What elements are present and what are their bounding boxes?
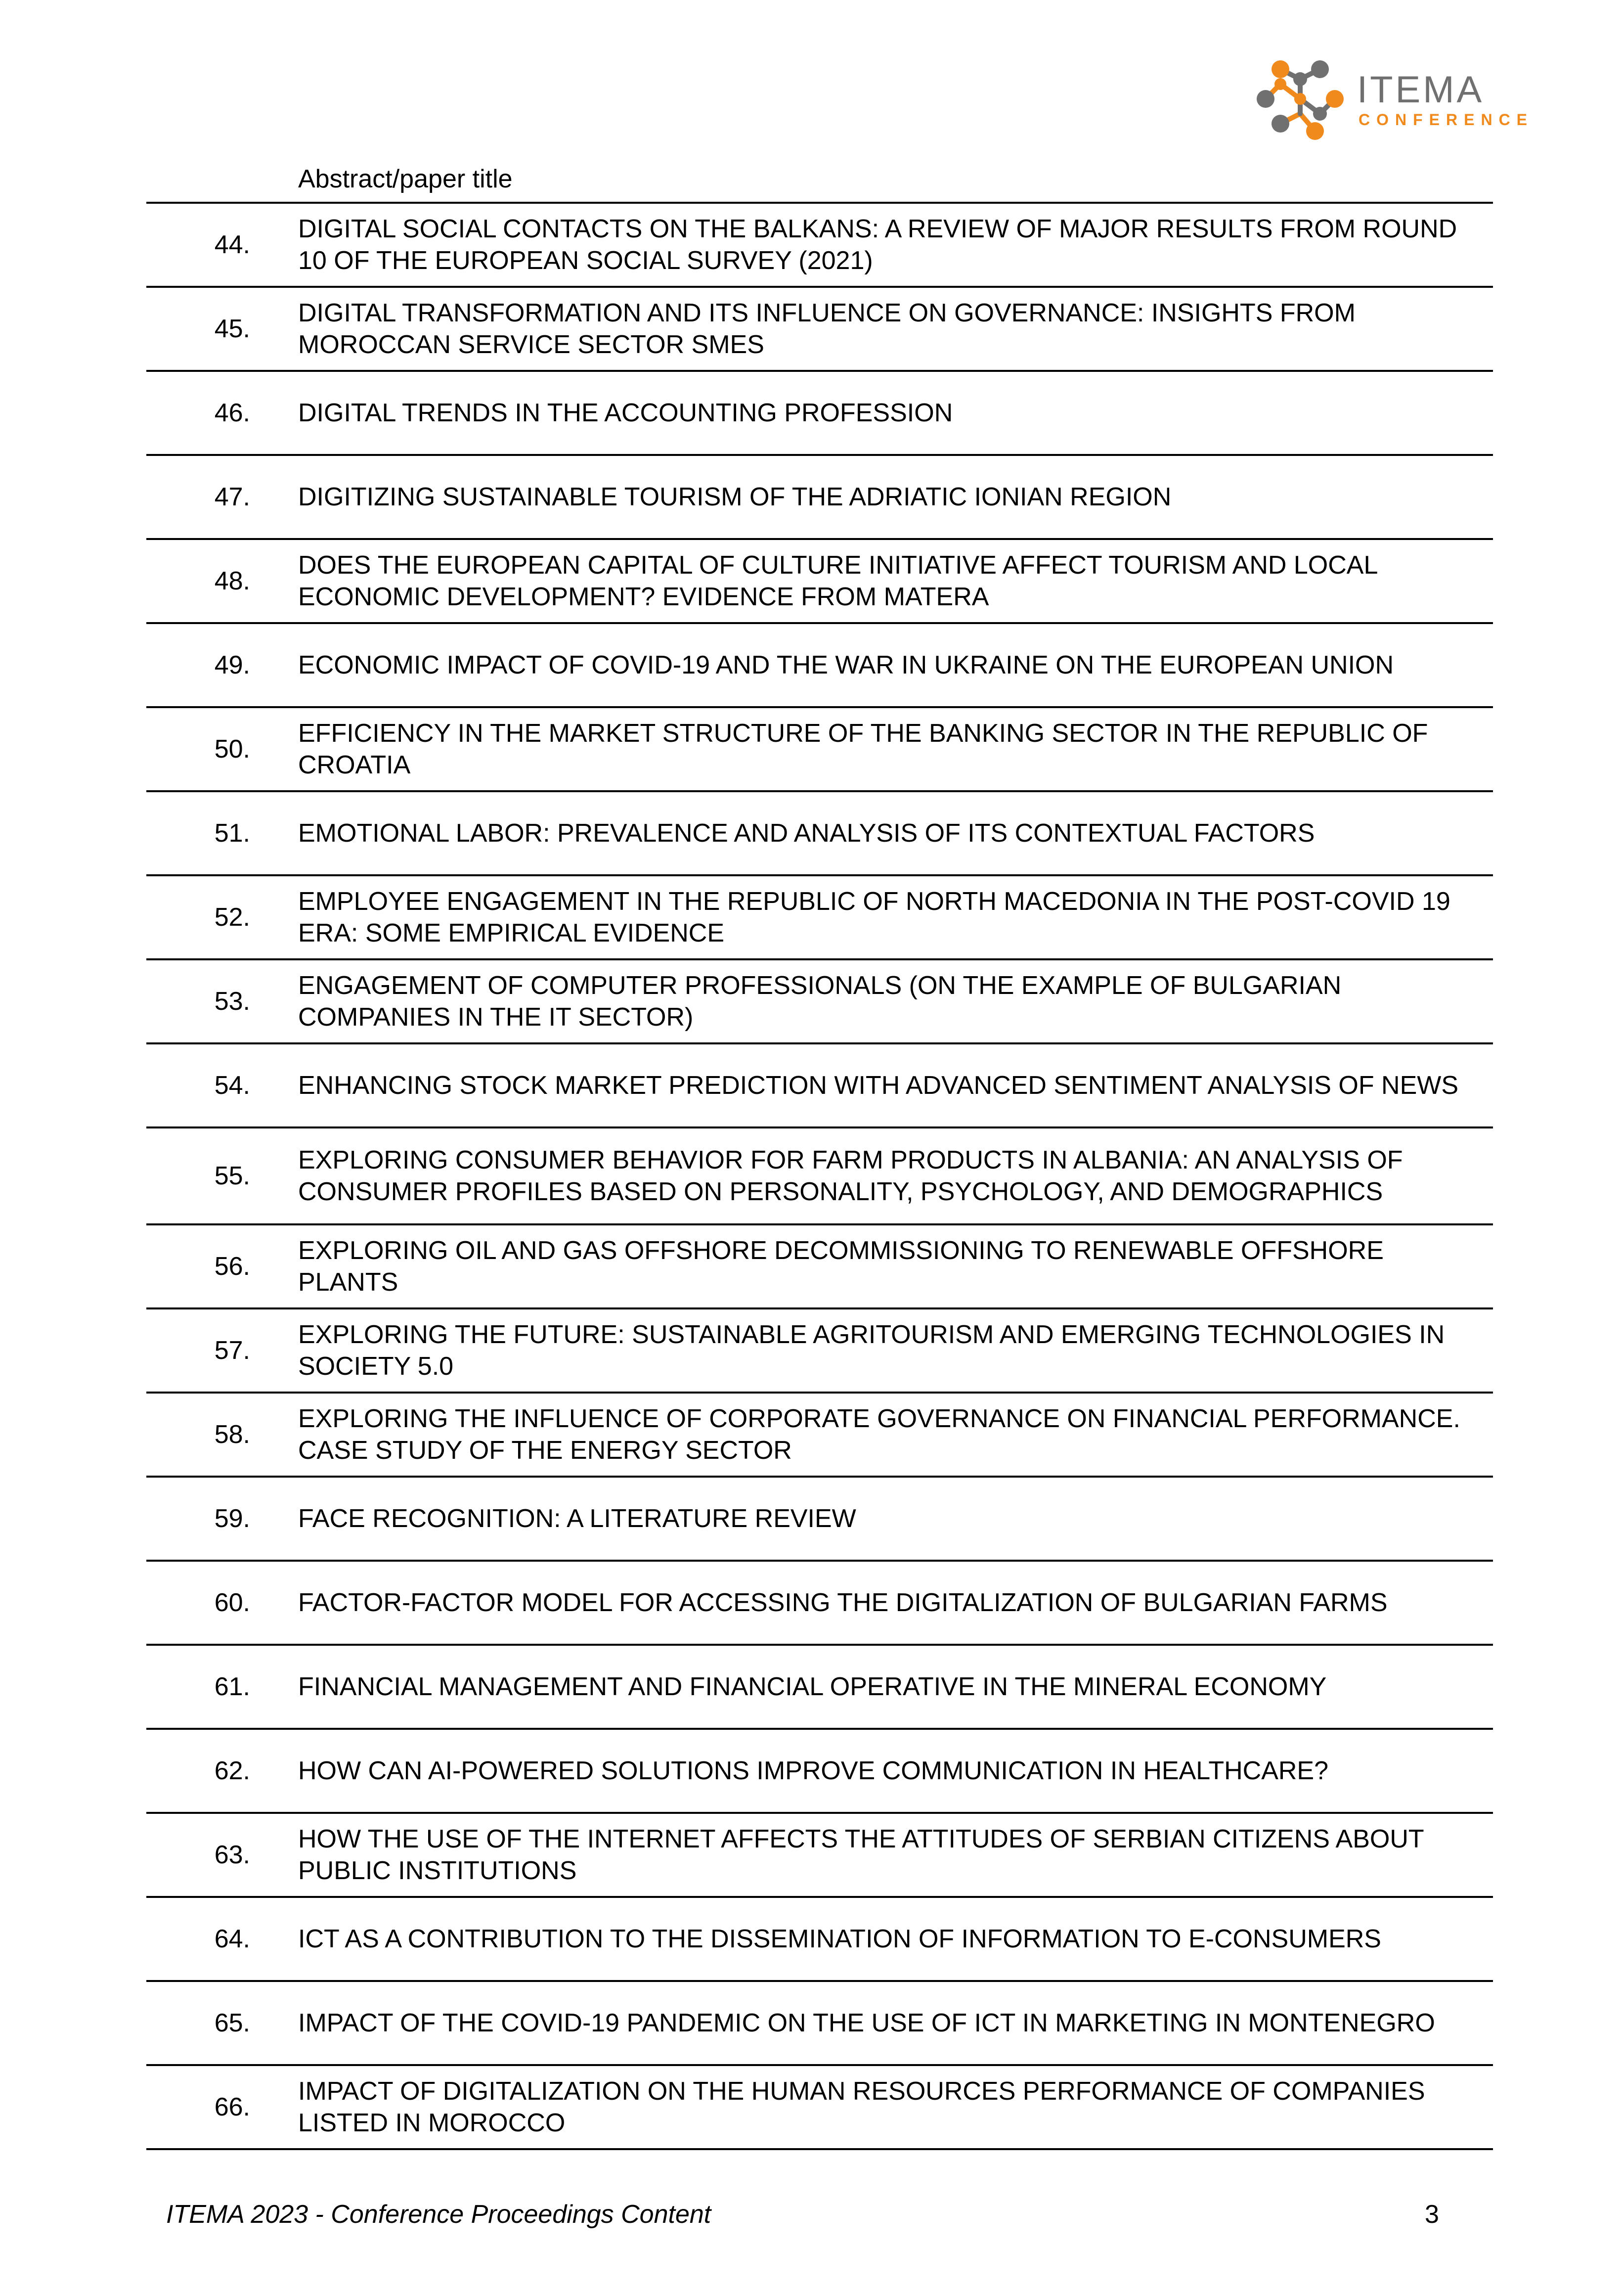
row-number: 59. — [214, 1504, 250, 1533]
row-number: 56. — [214, 1252, 250, 1281]
table-row — [146, 1478, 1493, 1562]
row-title-text: HOW THE USE OF THE INTERNET AFFECTS THE ATTITUDES OF SERBIAN CITIZENS ABOUT PUBLIC INSTITUTIONS — [298, 1825, 1424, 1885]
row-title-text: FACTOR-FACTOR MODEL FOR ACCESSING THE DIGITALIZATION OF BULGARIAN FARMS — [298, 1588, 1388, 1617]
table-row — [146, 1562, 1493, 1646]
logo-subtitle: CONFERENCE — [1359, 111, 1534, 129]
row-title — [298, 1898, 1483, 1980]
row-title-text: ENHANCING STOCK MARKET PREDICTION WITH ADVANCED SENTIMENT ANALYSIS OF NEWS — [298, 1071, 1459, 1100]
table-row — [146, 1814, 1493, 1898]
row-title — [298, 708, 1483, 790]
row-title-text: DIGITAL TRANSFORMATION AND ITS INFLUENCE ON GOVERNANCE: INSIGHTS FROM MOROCCAN SERVICE SECTOR SMES — [298, 299, 1356, 359]
row-number: 63. — [214, 1841, 250, 1869]
table-row — [146, 1128, 1493, 1225]
row-title-text: EMPLOYEE ENGAGEMENT IN THE REPUBLIC OF NORTH MACEDONIA IN THE POST-COVID 19 ERA: SOME EMPIRICAL EVIDENCE — [298, 887, 1450, 947]
page-number: 3 — [1425, 2200, 1439, 2229]
row-number: 45. — [214, 315, 250, 343]
itema-logo — [1246, 49, 1534, 148]
row-title — [298, 1128, 1483, 1223]
row-title-text: DIGITAL TRENDS IN THE ACCOUNTING PROFESSION — [298, 399, 953, 427]
row-title-text: FACE RECOGNITION: A LITERATURE REVIEW — [298, 1504, 856, 1533]
table-row — [146, 1646, 1493, 1730]
contents-table — [146, 202, 1493, 2150]
row-number: 61. — [214, 1672, 250, 1701]
footer-title: ITEMA 2023 - Conference Proceedings Content — [166, 2200, 711, 2229]
row-number: 65. — [214, 2009, 250, 2037]
table-row — [146, 960, 1493, 1044]
row-title — [298, 624, 1483, 706]
row-title-text: DOES THE EUROPEAN CAPITAL OF CULTURE INITIATIVE AFFECT TOURISM AND LOCAL ECONOMIC DEVELOPMENT? EVIDENCE FROM MATERA — [298, 551, 1377, 611]
row-title — [298, 2066, 1483, 2148]
row-number: 49. — [214, 651, 250, 679]
row-title-text: ICT AS A CONTRIBUTION TO THE DISSEMINATION OF INFORMATION TO E-CONSUMERS — [298, 1925, 1381, 1953]
table-row — [146, 540, 1493, 624]
row-title — [298, 1044, 1483, 1126]
row-title-text: EFFICIENCY IN THE MARKET STRUCTURE OF THE BANKING SECTOR IN THE REPUBLIC OF CROATIA — [298, 719, 1428, 779]
table-row — [146, 1044, 1493, 1128]
table-row — [146, 288, 1493, 372]
row-title-text: ECONOMIC IMPACT OF COVID-19 AND THE WAR IN UKRAINE ON THE EUROPEAN UNION — [298, 651, 1394, 679]
table-row — [146, 1394, 1493, 1478]
table-row — [146, 1225, 1493, 1309]
row-title-text: IMPACT OF DIGITALIZATION ON THE HUMAN RESOURCES PERFORMANCE OF COMPANIES LISTED IN MOROCCO — [298, 2077, 1425, 2137]
column-header-title: Abstract/paper title — [298, 165, 513, 193]
row-title — [298, 1646, 1483, 1728]
row-number: 50. — [214, 735, 250, 764]
row-title — [298, 1562, 1483, 1644]
row-title — [298, 1478, 1483, 1560]
table-row — [146, 876, 1493, 960]
table-row — [146, 624, 1493, 708]
table-row — [146, 204, 1493, 288]
table-row — [146, 1898, 1493, 1982]
row-title — [298, 1394, 1483, 1476]
row-title — [298, 1730, 1483, 1812]
row-title-text: EXPLORING OIL AND GAS OFFSHORE DECOMMISSIONING TO RENEWABLE OFFSHORE PLANTS — [298, 1236, 1384, 1297]
row-number: 57. — [214, 1336, 250, 1365]
row-number: 66. — [214, 2093, 250, 2121]
table-row — [146, 1982, 1493, 2066]
row-title — [298, 204, 1483, 286]
table-row — [146, 372, 1493, 456]
row-title — [298, 288, 1483, 370]
row-title-text: DIGITIZING SUSTAINABLE TOURISM OF THE ADRIATIC IONIAN REGION — [298, 483, 1172, 511]
row-number: 54. — [214, 1071, 250, 1100]
row-title-text: DIGITAL SOCIAL CONTACTS ON THE BALKANS: A REVIEW OF MAJOR RESULTS FROM ROUND 10 OF THE EUROPEAN SOCIAL SURVEY (2021) — [298, 215, 1457, 275]
row-number: 47. — [214, 483, 250, 511]
row-title-text: EXPLORING CONSUMER BEHAVIOR FOR FARM PRODUCTS IN ALBANIA: AN ANALYSIS OF CONSUMER PROFILES BASED ON PERSONALITY, PSYCHOLOGY, AND DEMOGRAPHICS — [298, 1146, 1403, 1206]
row-title — [298, 540, 1483, 622]
row-number: 44. — [214, 230, 250, 259]
row-title-text: FINANCIAL MANAGEMENT AND FINANCIAL OPERATIVE IN THE MINERAL ECONOMY — [298, 1672, 1327, 1701]
logo-name: ITEMA — [1357, 69, 1485, 111]
molecule-logo-icon — [1246, 49, 1350, 148]
row-number: 53. — [214, 987, 250, 1016]
row-title — [298, 1309, 1483, 1392]
row-title — [298, 456, 1483, 538]
row-title-text: IMPACT OF THE COVID-19 PANDEMIC ON THE USE OF ICT IN MARKETING IN MONTENEGRO — [298, 2009, 1435, 2037]
row-title — [298, 1982, 1483, 2064]
row-number: 58. — [214, 1420, 250, 1449]
table-row — [146, 792, 1493, 876]
table-row — [146, 708, 1493, 792]
row-title — [298, 372, 1483, 454]
row-number: 52. — [214, 903, 250, 932]
row-number: 60. — [214, 1588, 250, 1617]
row-title-text: EMOTIONAL LABOR: PREVALENCE AND ANALYSIS OF ITS CONTEXTUAL FACTORS — [298, 819, 1315, 848]
table-row — [146, 1309, 1493, 1394]
row-number: 48. — [214, 567, 250, 595]
row-title — [298, 1225, 1483, 1307]
row-title — [298, 960, 1483, 1042]
row-title — [298, 1814, 1483, 1896]
table-row — [146, 2066, 1493, 2150]
table-row — [146, 1730, 1493, 1814]
row-title — [298, 792, 1483, 874]
row-number: 51. — [214, 819, 250, 848]
row-title-text: HOW CAN AI-POWERED SOLUTIONS IMPROVE COMMUNICATION IN HEALTHCARE? — [298, 1756, 1329, 1785]
row-title-text: EXPLORING THE INFLUENCE OF CORPORATE GOVERNANCE ON FINANCIAL PERFORMANCE. CASE STUDY OF THE ENERGY SECTOR — [298, 1404, 1460, 1465]
row-title-text: EXPLORING THE FUTURE: SUSTAINABLE AGRITOURISM AND EMERGING TECHNOLOGIES IN SOCIETY 5.0 — [298, 1320, 1445, 1381]
row-title-text: ENGAGEMENT OF COMPUTER PROFESSIONALS (ON THE EXAMPLE OF BULGARIAN COMPANIES IN THE IT SECTOR) — [298, 971, 1342, 1032]
table-row — [146, 456, 1493, 540]
row-number: 64. — [214, 1925, 250, 1953]
row-number: 46. — [214, 399, 250, 427]
row-number: 55. — [214, 1162, 250, 1190]
row-number: 62. — [214, 1756, 250, 1785]
row-title — [298, 876, 1483, 958]
